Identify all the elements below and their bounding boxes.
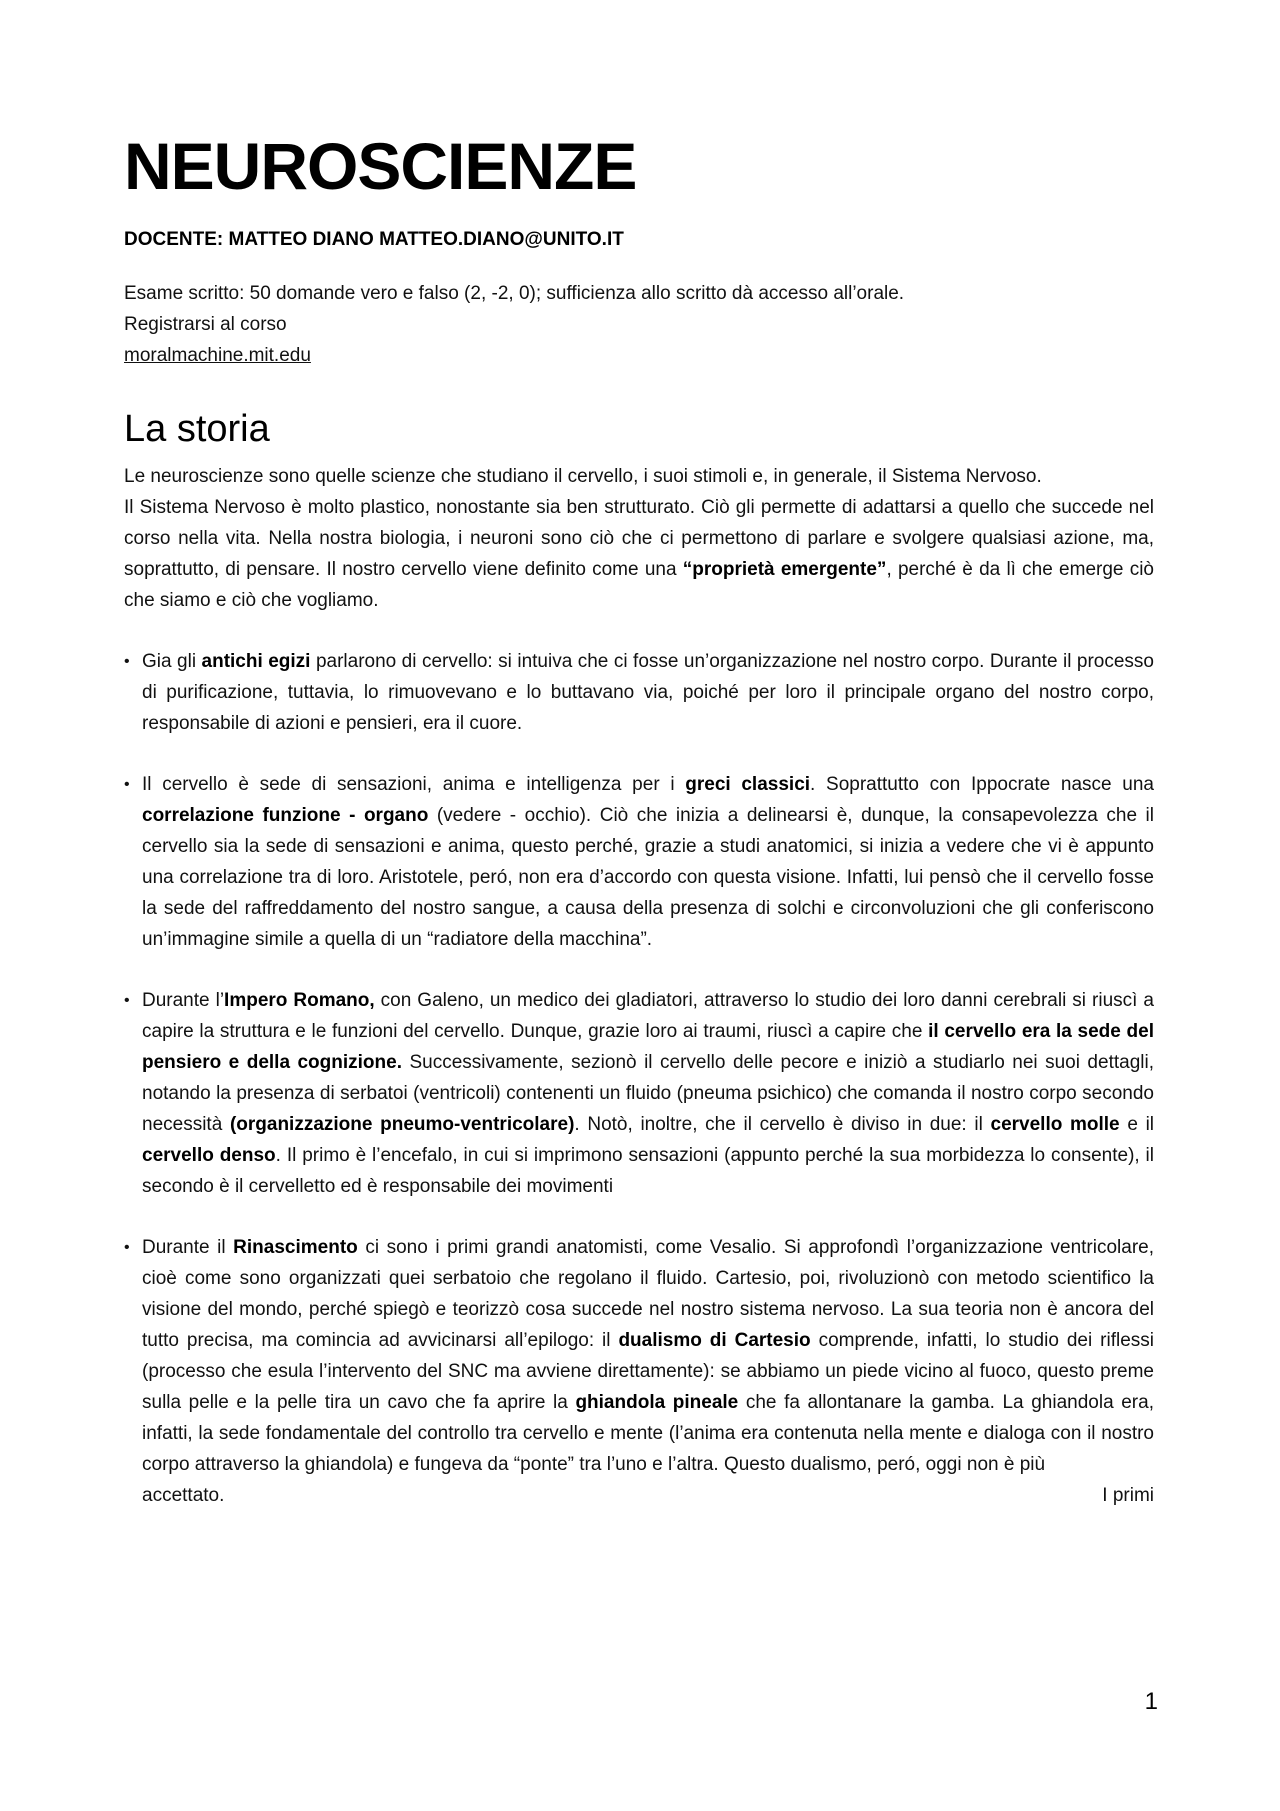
text-run: Durante l’: [142, 990, 225, 1011]
text-run: che fa allontanare la gamba. La ghiandola era, infatti, la sede fondamentale del controllo tra cervello e mente (l’anima era contenuta nella mente e dialoga con il nostro corpo attraverso la ghiandola) e fungeva da “ponte” tra l’uno e l’altra. Questo dualismo, peró, oggi non è più: [142, 1392, 1154, 1475]
intro-paragraph-1: Le neuroscienze sono quelle scienze che studiano il cervello, i suoi stimoli e, in generale, il Sistema Nervoso.: [124, 466, 1042, 487]
page-content: [124, 128, 1154, 1541]
bold-run: ghiandola pineale: [575, 1392, 739, 1413]
intro-paragraph-2: [124, 492, 1154, 616]
text-run: con Galeno, un medico dei gladiatori, attraverso lo studio dei loro danni cerebrali si riuscì a capire la struttura e le funzioni del cervello. Dunque, grazie loro ai traumi, riuscì a capire che: [142, 990, 1154, 1042]
text-run: e il: [1119, 1114, 1155, 1135]
bold-run: (organizzazione pneumo-ventricolare): [229, 1114, 575, 1135]
list-item-greci: [124, 769, 1154, 955]
bold-run: antichi egizi: [201, 651, 311, 672]
text-run: Il cervello è sede di sensazioni, anima e intelligenza per i: [142, 774, 686, 795]
text-run: parlarono di cervello: si intuiva che ci fosse un’organizzazione nel nostro corpo. Durante il processo di purificazione, tuttavia, lo rimuovevano e lo buttavano via, poiché per loro il principale organo del nostro corpo, responsabile di azioni e pensieri, era il cuore.: [142, 651, 1154, 734]
list-item-egizi: [124, 646, 1154, 739]
section-title: La storia: [124, 408, 270, 450]
text-run: I primi: [1102, 1485, 1154, 1506]
bold-run: dualismo di Cartesio: [618, 1330, 811, 1351]
page-number: 1: [1144, 1688, 1158, 1715]
bold-run: cervello molle: [990, 1114, 1120, 1135]
intro-paragraphs: [124, 461, 1154, 616]
text-run: Durante il: [142, 1237, 234, 1258]
text-run: (vedere - occhio). Ciò che inizia a delinearsi è, dunque, la consapevolezza che il cervello sia la sede di sensazioni e anima, questo perché, grazie a studi anatomici, si inizia a vedere che vi è appunto una correlazione tra di loro. Aristotele, peró, non era d’accordo con questa visione. Infatti, lui pensò che il cervello fosse la sede del raffreddamento del nostro sangue, a causa della presenza di solchi e circonvoluzioni che gli conferiscono un’immagine simile a quella di un “radiatore della macchina”.: [142, 805, 1154, 950]
text-run: , perché è da lì che emerge ciò che siamo e ciò che vogliamo.: [124, 559, 1154, 611]
text-run: Il Sistema Nervoso è molto plastico, nonostante sia ben strutturato. Ciò gli permette di adattarsi a quello che succede nel corso nella vita. Nella nostra biologia, i neuroni sono ciò che ci permettono di parlare e svolgere qualsiasi azione, ma, soprattutto, di pensare. Il nostro cervello viene definito come una: [124, 497, 1154, 580]
exam-info: [124, 278, 1154, 371]
bold-run: il cervello era la sede del pensiero e della cognizione.: [142, 1021, 1154, 1073]
text-run: Gia gli: [142, 651, 202, 672]
teacher-line: DOCENTE: MATTEO DIANO MATTEO.DIANO@UNITO.IT: [124, 229, 624, 250]
bold-run: Rinascimento: [233, 1237, 358, 1258]
bold-run: cervello denso: [142, 1145, 276, 1166]
text-run: . Il primo è l’encefalo, in cui si imprimono sensazioni (appunto perché la sua morbidezza lo consente), il secondo è il cervelletto ed è responsabile dei movimenti: [142, 1145, 1154, 1197]
bold-run: correlazione funzione - organo: [142, 805, 429, 826]
register-note: Registrarsi al corso: [124, 314, 287, 335]
moralmachine-link[interactable]: moralmachine.mit.edu: [124, 345, 311, 366]
list-item-rinascimento: [124, 1232, 1154, 1511]
text-run: comprende, infatti, lo studio dei riflessi (processo che esula l’intervento del SNC ma avviene direttamente): se abbiamo un piede vicino al fuoco, questo preme sulla pelle e la pelle tira un cavo che fa aprire la: [142, 1330, 1154, 1413]
exam-description: Esame scritto: 50 domande vero e falso (2, -2, 0); sufficienza allo scritto dà accesso all’orale.: [124, 283, 905, 304]
text-run: Successivamente, sezionò il cervello delle pecore e iniziò a studiarlo nei suoi dettagli, notando la presenza di serbatoi (ventricoli) contenenti un fluido (pneuma psichico) che comanda il nostro corpo secondo necessità: [142, 1052, 1154, 1135]
bold-run: “proprietà emergente”: [682, 559, 887, 580]
text-run: . Notò, inoltre, che il cervello è diviso in due: il: [574, 1114, 991, 1135]
text-run: ci sono i primi grandi anatomisti, come Vesalio. Si approfondì l’organizzazione ventricolare, cioè come sono organizzati quei serbatoio che regolano il fluido. Cartesio, poi, rivoluzionò con metodo scientifico la visione del mondo, perché spiegò e teorizzò cosa succede nel nostro sistema nervoso. La sua teoria non è ancora del tutto precisa, ma comincia ad avvicinarsi all’epilogo: il: [142, 1237, 1154, 1351]
text-run: accettato.: [142, 1485, 225, 1506]
bold-run: greci classici: [685, 774, 811, 795]
history-list: [124, 646, 1154, 1511]
list-item-romano: [124, 985, 1154, 1202]
bold-run: Impero Romano,: [224, 990, 375, 1011]
text-run: . Soprattutto con Ippocrate nasce una: [810, 774, 1154, 795]
last-line: [142, 1480, 1154, 1511]
document-title: NEUROSCIENZE: [124, 129, 637, 203]
